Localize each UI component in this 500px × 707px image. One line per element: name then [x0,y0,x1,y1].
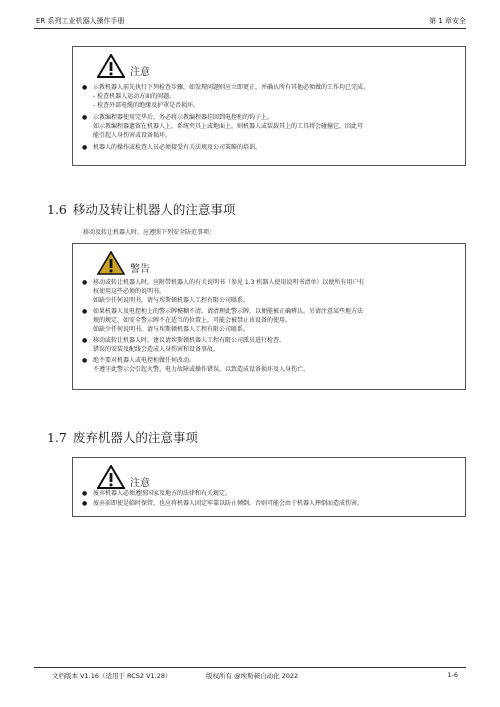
list-item: ● 废弃机器人必须遵照国家及地方的法律和有关规定。 [82,490,232,497]
caution-list-1 [81,83,455,152]
header-divider [34,28,466,29]
caution-label: 注意 [130,478,150,489]
list-item: ● 如果机器人及电控柜上的警示牌模糊不清，请清理此警示牌，以便能被正确辨认。另请注意某些地方法 规的规定，如安全警示牌不在适当的位置上，可能会被禁止该设备的使用。 如缺少任何说明书，请与埃斯顿机器人工程有限公司联系。 [82,308,364,333]
section-title: 废弃机器人的注意事项 [72,430,198,445]
caution-box-2 [72,457,466,517]
list-item: ● 示教机器人前先执行下列检查步骤，如发现问题则应立即更正，并确认所有其他必须做的工作均已完成。 - 检查机器人运动方面的问题。 - 检查外部电缆的绝缘及护罩是否损坏。 [82,84,370,109]
warning-triangle-icon [97,54,125,78]
warning-triangle-icon [97,465,125,489]
section-heading-1-6 [47,200,235,218]
caution-label: 注意 [130,67,150,78]
warning-triangle-icon [97,251,125,275]
running-header-title: ER 系列工业机器人操作手册 [36,17,125,25]
section-heading-1-7 [47,428,198,446]
list-item: ● 移动或转让机器人时，建议请埃斯顿机器人工程有限公司派员进行检查。 错误的安装及配线会造成人身伤害和设备事故。 [82,337,286,353]
section-number: 1.6 [47,202,67,217]
running-header-chapter: 第 1 章安全 [429,17,466,25]
section-intro-text: 移动及转让机器人时，应遵照下列安全防范事项： [83,229,216,236]
footer-page-number: 1-6 [447,671,458,679]
section-number: 1.7 [47,430,67,445]
footer-doc-version: 文档版本 V1.16（适用于 RCS2 V1.28） [52,672,172,680]
section-title: 移动及转让机器人的注意事项 [72,202,236,217]
list-item: ● 废弃前即使是临时保管，也应将机器人固定牢靠以防止倾倒。否则可能会由于机器人摔倒而造成伤害。 [82,500,364,507]
footer-copyright: 版权所有 @埃斯顿自动化 2022 [206,672,299,680]
footer-divider [34,667,466,668]
caution-box-1 [72,46,466,166]
warning-box [72,243,466,390]
list-item: ● 移动或转让机器人时，应附带机器人的有关说明书（参见 1.3 机器人使用说明书清单）以便所有用户有 权使用这些必须的说明书。 如缺少任何说明书，请与埃斯顿机器人工程有限公司联系。 [82,279,365,304]
list-item: ● 机器人的操作或检查人员必须接受有关法规及公司策略的培训。 [82,144,262,151]
warning-list [81,278,455,374]
list-item: ● 示教编程器使用完毕后，务必将示教编程器挂回到电控柜的钩子上。 如示教编程器遗留在机器人上、系统夹具上或地面上，则机器人或装载其上的工具将会碰撞它，因此可 能引起人身伤害或设备损坏。 [82,114,364,139]
list-item: ● 绝不要对机器人或电控柜做任何改动。 不遵守此警示会引起火警、电力故障或操作错误，以致造成设备损坏及人身伤亡。 [82,357,310,373]
caution-list-2 [81,489,455,508]
warning-label: 警告 [130,264,150,275]
